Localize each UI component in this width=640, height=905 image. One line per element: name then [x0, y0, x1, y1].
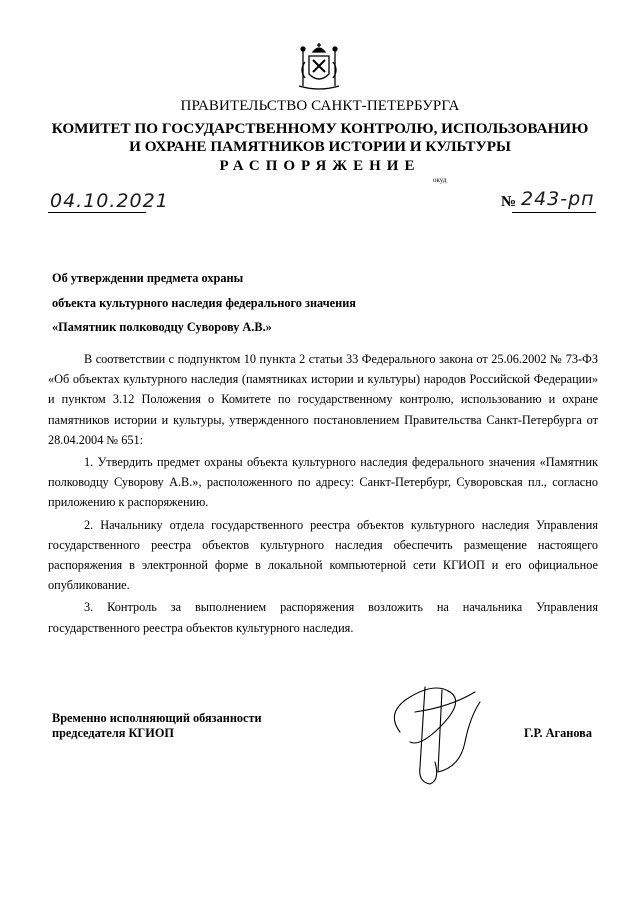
- coat-of-arms-icon: [293, 40, 345, 92]
- item-2-paragraph: 2. Начальнику отдела государственного реестра объектов культурного наследия Управления государственного реестра объектов культурного наследия обеспечить размещение настоящего распоряжения в электронной форме в локальной компьютерной сети КГИОП и его официальное опубликование.: [48, 517, 598, 593]
- signatory-title: [52, 711, 262, 741]
- document-number: 243-рп: [521, 188, 595, 210]
- item-1-paragraph: 1. Утвердить предмет охраны объекта культурного наследия федерального значения «Памятник полководцу Суворову А.В.», расположенного по адресу: Санкт-Петербург, Суворовская пл., согласно приложению к распоряжению.: [48, 455, 598, 510]
- number-label: №: [501, 194, 517, 210]
- document-body: [48, 349, 598, 638]
- signatory-title-line-1: Временно исполняющий обязанности: [52, 711, 262, 725]
- committee-line-2: И ОХРАНЕ ПАМЯТНИКОВ ИСТОРИИ И КУЛЬТУРЫ: [129, 138, 511, 155]
- committee-name: [0, 120, 640, 156]
- subject-line-1: Об утверждении предмета охраны: [52, 271, 244, 285]
- handwritten-signature: [380, 672, 490, 787]
- committee-line-1: КОМИТЕТ ПО ГОСУДАРСТВЕННОМУ КОНТРОЛЮ, ИСПОЛЬЗОВАНИЮ: [51, 120, 589, 137]
- subject-line-3: «Памятник полководцу Суворову А.В.»: [52, 320, 272, 334]
- okud-label: окуд: [433, 176, 447, 184]
- document-date: 04.10.2021: [50, 190, 169, 212]
- item-3-paragraph: 3. Контроль за выполнением распоряжения возложить на начальника Управления государственного реестра объектов культурного наследия.: [48, 600, 598, 635]
- date-underline: [48, 212, 146, 213]
- document-subject: [52, 266, 356, 340]
- intro-paragraph: В соответствии с подпунктом 10 пункта 2 статьи 33 Федерального закона от 25.06.2002 № 73-ФЗ «Об объектах культурного наследия (памятниках истории и культуры) народов Российской Федерации» и пунктом 3.12 Положения о Комитете по государственному контролю, использованию и охране памятников истории и культуры, утвержденного постановлением Правительства Санкт-Петербурга от 28.04.2004 № 651:: [48, 352, 598, 447]
- signatory-name: Г.Р. Аганова: [524, 726, 592, 740]
- number-underline: [512, 212, 596, 213]
- signatory-title-line-2: председателя КГИОП: [52, 726, 174, 740]
- subject-line-2: объекта культурного наследия федерального значения: [52, 295, 356, 310]
- government-name: ПРАВИТЕЛЬСТВО САНКТ-ПЕТЕРБУРГА: [180, 98, 460, 114]
- document-type: РАСПОРЯЖЕНИЕ: [219, 158, 421, 174]
